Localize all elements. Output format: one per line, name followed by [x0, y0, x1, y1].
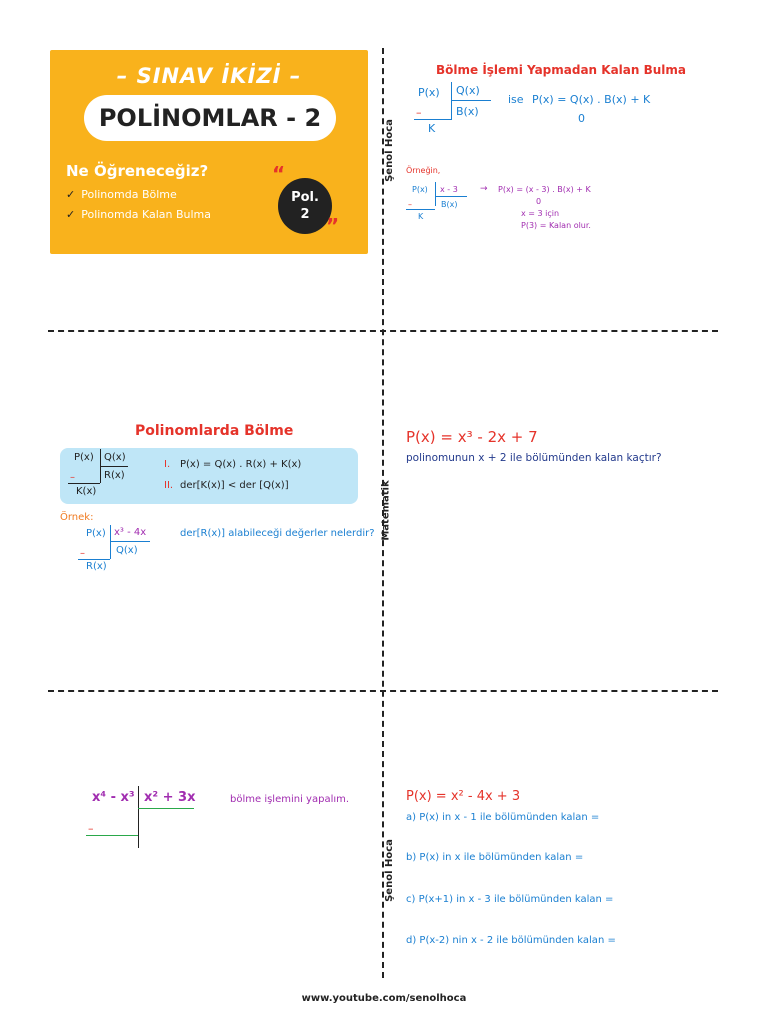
problem1-question: polinomunun x + 2 ile bölümünden kalan kaçtır? — [406, 452, 662, 464]
problem2-poly: P(x) = x² - 4x + 3 — [406, 789, 521, 804]
bolme-minus: – — [70, 472, 75, 483]
ise-label: ise — [508, 93, 524, 106]
ornek-minus: – — [80, 548, 85, 559]
division-line — [451, 100, 491, 101]
problem2-item-d: d) P(x-2) nin x - 2 ile bölümünden kalan = — [406, 935, 616, 946]
ornek-division-bar — [110, 525, 111, 559]
ornek-px: P(x) — [86, 528, 106, 539]
ex-division-line — [435, 196, 467, 197]
badge: Pol. 2 — [278, 178, 332, 234]
division-minus: – — [88, 822, 94, 835]
subtract-line — [86, 835, 138, 836]
card-kicker: – SINAV İKİZİ – — [116, 64, 302, 88]
ornegin-label: Örneğin, — [406, 166, 441, 175]
division-bar — [451, 82, 452, 120]
problem2-item-b: b) P(x) in x ile bölümünden kalan = — [406, 852, 584, 863]
card-title: POLİNOMLAR - 2 — [84, 95, 336, 141]
ex-px: P(x) — [412, 185, 428, 194]
ex-formula: P(x) = (x - 3) . B(x) + K — [498, 185, 591, 194]
ex-k: K — [418, 212, 424, 221]
rule2-num: II. — [164, 480, 174, 491]
kalan-k: K — [428, 122, 436, 135]
rule2: der[K(x)] < der [Q(x)] — [180, 480, 289, 491]
division-note: bölme işlemini yapalım. — [230, 794, 350, 805]
rule1-num: I. — [164, 459, 171, 470]
problem1-poly: P(x) = x³ - 2x + 7 — [406, 428, 538, 446]
learn-item: ✓ Polinomda Bölme — [66, 188, 177, 201]
kalan-title: Bölme İşlemi Yapmadan Kalan Bulma — [436, 63, 686, 77]
ornek-divisor: x³ - 4x — [114, 527, 147, 538]
ornek-label: Örnek: — [60, 512, 94, 523]
ornek-qx: Q(x) — [116, 545, 138, 556]
close-quote-icon: ” — [326, 214, 340, 238]
remainder-line — [414, 119, 451, 120]
ex-zero: 0 — [536, 197, 542, 206]
problem2-item-c: c) P(x+1) in x - 3 ile bölümünden kalan = — [406, 894, 614, 905]
ornek-question: der[R(x)] alabileceği değerler nelerdir? — [180, 528, 375, 539]
side-label-bottom: Şenol Hoca — [383, 839, 395, 902]
bolme-px: P(x) — [74, 452, 94, 463]
kalan-px: P(x) — [418, 86, 440, 99]
horizontal-divider-2 — [48, 690, 718, 692]
division-dividend: x⁴ - x³ — [92, 790, 135, 805]
footer-url[interactable]: www.youtube.com/senolhoca — [301, 993, 467, 1004]
learn-heading: Ne Öğreneceğiz? — [66, 162, 209, 180]
kalan-qx: Q(x) — [456, 84, 480, 97]
side-label-middle: Matematik — [380, 480, 392, 541]
check-icon: ✓ — [66, 188, 76, 201]
learn-item: ✓ Polinomda Kalan Bulma — [66, 208, 211, 221]
bolme-remainder-line — [68, 483, 100, 484]
horizontal-divider-1 — [48, 330, 718, 332]
ex-note-2: P(3) = Kalan olur. — [521, 221, 591, 230]
problem2-item-a: a) P(x) in x - 1 ile bölümünden kalan = — [406, 812, 600, 823]
check-icon: ✓ — [66, 208, 76, 221]
bolme-title: Polinomlarda Bölme — [135, 423, 294, 439]
ornek-division-line — [110, 541, 150, 542]
ex-division-bar — [435, 182, 436, 206]
kalan-minus: – — [416, 106, 422, 119]
ex-remainder-line — [406, 209, 435, 210]
division-divisor: x² + 3x — [144, 790, 196, 805]
bolme-kx: K(x) — [76, 486, 97, 497]
kalan-bx: B(x) — [456, 105, 479, 118]
ex-divisor: x - 3 — [440, 185, 458, 194]
rule1: P(x) = Q(x) . R(x) + K(x) — [180, 459, 302, 470]
ex-bx: B(x) — [441, 200, 458, 209]
side-label-top: Şenol Hoca — [383, 119, 395, 182]
long-division-line — [138, 808, 194, 809]
bolme-division-line — [100, 466, 128, 467]
ex-minus: – — [408, 200, 412, 209]
ornek-remainder-line — [78, 559, 110, 560]
arrow-icon: → — [480, 184, 488, 194]
ornek-rx: R(x) — [86, 561, 107, 572]
kalan-zero: 0 — [578, 112, 585, 125]
ex-note-1: x = 3 için — [521, 209, 560, 218]
bolme-qx: Q(x) — [104, 452, 126, 463]
header-card — [50, 50, 368, 254]
long-division-bar — [138, 786, 139, 848]
bolme-rx: R(x) — [104, 470, 125, 481]
kalan-formula: P(x) = Q(x) . B(x) + K — [532, 93, 651, 106]
open-quote-icon: “ — [272, 162, 286, 186]
